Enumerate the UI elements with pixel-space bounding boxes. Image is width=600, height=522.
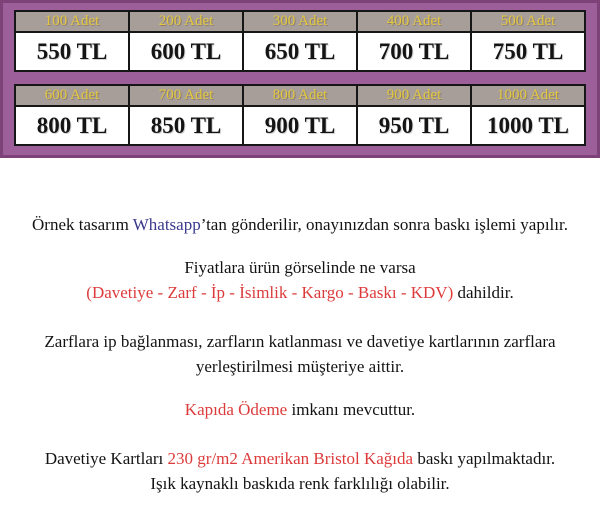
price-cell: 600 TL [129, 32, 243, 71]
price-row [15, 106, 585, 145]
paper-spec-paragraph [0, 446, 600, 496]
price-cell: 650 TL [243, 32, 357, 71]
text-segment: dahildir. [453, 283, 514, 302]
text-segment: Zarflara ip bağlanması, zarfların katlanması ve davetiye kartlarının zarflara [44, 332, 556, 351]
price-table-1 [14, 10, 586, 72]
text-segment: yerleştirilmesi müşteriye aittir. [195, 357, 405, 376]
price-cell: 950 TL [357, 106, 471, 145]
text-segment: Işık kaynaklı baskıda renk farklılığı olabilir. [150, 474, 450, 493]
quantity-cell: 700 Adet [129, 85, 243, 106]
paper-spec-text: 230 gr/m2 Amerikan Bristol Kağıda [167, 449, 414, 468]
price-includes-paragraph [0, 255, 600, 305]
quantity-cell: 1000 Adet [471, 85, 585, 106]
cash-on-delivery-line [0, 397, 600, 422]
quantity-cell: 800 Adet [243, 85, 357, 106]
text-segment: Örnek tasarım [32, 215, 133, 234]
price-row [15, 32, 585, 71]
price-cell: 700 TL [357, 32, 471, 71]
price-cell: 900 TL [243, 106, 357, 145]
quantity-cell: 600 Adet [15, 85, 129, 106]
text-segment: ’tan gönderilir, onayınızdan sonra baskı işlemi yapılır. [200, 215, 568, 234]
included-items-text: (Davetiye - Zarf - İp - İsimlik - Kargo - Baskı - KDV) [86, 283, 454, 302]
text-segment: Fiyatlara ürün görselinde ne varsa [184, 258, 416, 277]
price-cell: 1000 TL [471, 106, 585, 145]
price-table-2 [14, 84, 586, 146]
quantity-cell: 500 Adet [471, 11, 585, 32]
text-segment: Davetiye Kartları [44, 449, 168, 468]
price-banner [0, 0, 600, 158]
whatsapp-text: Whatsapp [132, 215, 201, 234]
quantity-row [15, 11, 585, 32]
quantity-row [15, 85, 585, 106]
quantity-cell: 400 Adet [357, 11, 471, 32]
price-cell: 850 TL [129, 106, 243, 145]
terms-text-block [0, 158, 600, 496]
customer-assembly-paragraph [0, 329, 600, 379]
price-cell: 550 TL [15, 32, 129, 71]
quantity-cell: 900 Adet [357, 85, 471, 106]
design-approval-line [0, 212, 600, 237]
text-segment: imkanı mevcuttur. [287, 400, 416, 419]
quantity-cell: 100 Adet [15, 11, 129, 32]
quantity-cell: 200 Adet [129, 11, 243, 32]
price-cell: 750 TL [471, 32, 585, 71]
cash-on-delivery-text: Kapıda Ödeme [184, 400, 288, 419]
quantity-cell: 300 Adet [243, 11, 357, 32]
text-segment: baskı yapılmaktadır. [413, 449, 556, 468]
price-cell: 800 TL [15, 106, 129, 145]
